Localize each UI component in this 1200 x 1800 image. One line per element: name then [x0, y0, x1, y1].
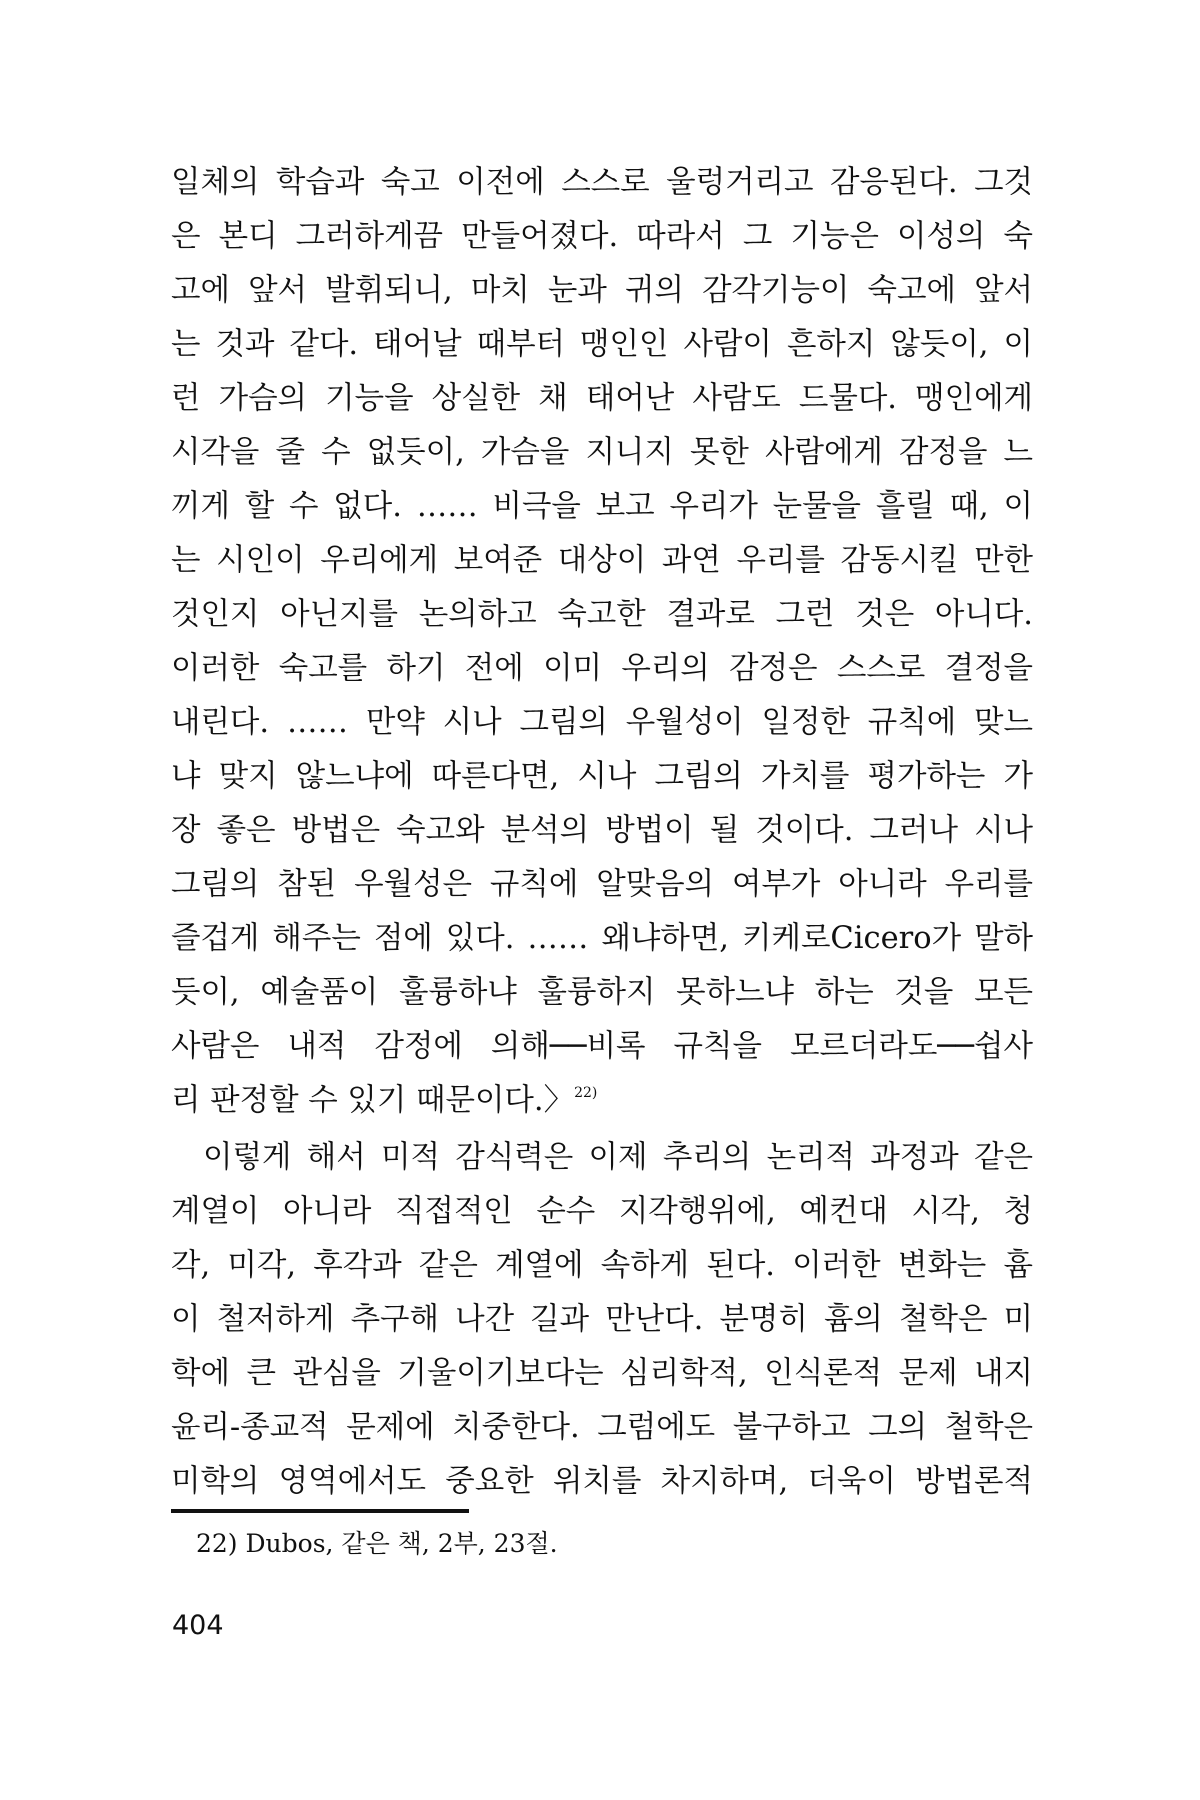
body-line: 고에 앞서 발휘되니, 마치 눈과 귀의 감각기능이 숙고에 앞서: [171, 273, 1033, 308]
body-line: 학에 큰 관심을 기울이기보다는 심리학적, 인식론적 문제 내지: [171, 1356, 1033, 1391]
body-line: 그림의 참된 우월성은 규칙에 알맞음의 여부가 아니라 우리를: [171, 867, 1033, 902]
body-line: 미학의 영역에서도 중요한 위치를 차지하며, 더욱이 방법론적: [171, 1464, 1033, 1499]
body-line-text: 리 판정할 수 있기 때문이다.〉: [171, 1083, 575, 1118]
body-line: 즐겁게 해주는 점에 있다. …… 왜냐하면, 키케로Cicero가 말하: [171, 921, 1033, 956]
footnote-divider: [171, 1509, 469, 1513]
body-line: 각, 미각, 후각과 같은 계열에 속하게 된다. 이러한 변화는 흄: [171, 1248, 1033, 1283]
body-line: 윤리-종교적 문제에 치중한다. 그럼에도 불구하고 그의 철학은: [171, 1410, 1033, 1445]
body-line: 이러한 숙고를 하기 전에 이미 우리의 감정은 스스로 결정을: [171, 651, 1033, 686]
body-line: 냐 맞지 않느냐에 따른다면, 시나 그림의 가치를 평가하는 가: [171, 759, 1033, 794]
body-line: 런 가슴의 기능을 상실한 채 태어난 사람도 드물다. 맹인에게: [171, 381, 1033, 416]
body-line: 이 철저하게 추구해 나간 길과 만난다. 분명히 흄의 철학은 미: [171, 1302, 1033, 1337]
body-line: 시각을 줄 수 없듯이, 가슴을 지니지 못한 사람에게 감정을 느: [171, 435, 1033, 470]
body-line: 는 시인이 우리에게 보여준 대상이 과연 우리를 감동시킬 만한: [171, 543, 1033, 578]
body-line: 듯이, 예술품이 훌륭하냐 훌륭하지 못하느냐 하는 것을 모든: [171, 975, 1033, 1010]
body-line: 끼게 할 수 없다. …… 비극을 보고 우리가 눈물을 흘릴 때, 이: [171, 489, 1033, 524]
body-line: 장 좋은 방법은 숙고와 분석의 방법이 될 것이다. 그러나 시나: [171, 813, 1033, 848]
body-line: 것인지 아닌지를 논의하고 숙고한 결과로 그런 것은 아니다.: [171, 597, 1033, 632]
body-line: 내린다. …… 만약 시나 그림의 우월성이 일정한 규칙에 맞느: [171, 705, 1033, 740]
footnote-reference: 22): [574, 1085, 598, 1101]
body-line: 사람은 내적 감정에 의해──비록 규칙을 모르더라도──쉽사: [171, 1029, 1033, 1064]
quote-end-line: [171, 1074, 1033, 1128]
body-line: 는 것과 같다. 태어날 때부터 맹인인 사람이 흔하지 않듯이, 이: [171, 327, 1033, 362]
body-line: 일체의 학습과 숙고 이전에 스스로 울렁거리고 감응된다. 그것: [171, 165, 1033, 200]
paragraph-start-line: 이렇게 해서 미적 감식력은 이제 추리의 논리적 과정과 같은: [203, 1140, 1033, 1175]
footnote: 22) Dubos, 같은 책, 2부, 23절.: [196, 1529, 558, 1558]
page-number: 404: [172, 1610, 224, 1641]
body-line: 은 본디 그러하게끔 만들어졌다. 따라서 그 기능은 이성의 숙: [171, 219, 1033, 254]
body-line: 계열이 아니라 직접적인 순수 지각행위에, 예컨대 시각, 청: [171, 1194, 1033, 1229]
